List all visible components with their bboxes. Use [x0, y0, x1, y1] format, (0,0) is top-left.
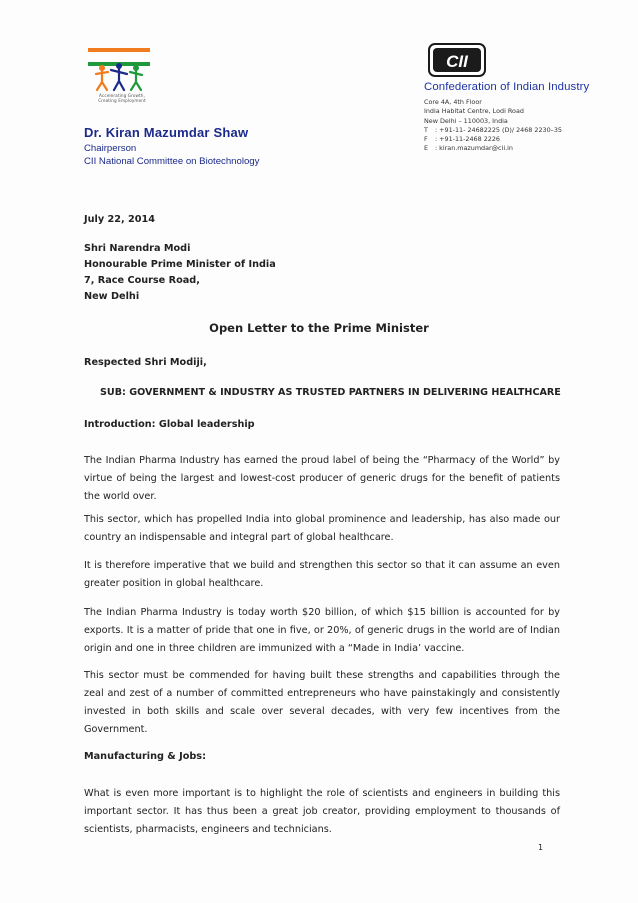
recipient-line4: New Delhi — [84, 291, 140, 302]
cii-logo-icon — [428, 43, 486, 77]
paragraph-1: The Indian Pharma Industry has earned the proud label of being the “Pharmacy of the World” by virtue of being the largest and lowest-cost producer of generic drugs for the benefit of patients the world over. — [84, 455, 560, 502]
address-line1: Core 4A, 4th Floor — [424, 98, 482, 106]
sender-role: Chairperson — [84, 143, 137, 154]
tagline-line2: Creating Employment — [98, 98, 146, 103]
figures-logo-icon — [82, 44, 156, 94]
sender-block — [84, 125, 259, 167]
organization-address — [424, 98, 562, 154]
cii-logo — [428, 43, 486, 77]
telephone-row — [424, 126, 562, 135]
recipient-line3: 7, Race Course Road, — [84, 275, 200, 286]
address-line2: India Habitat Centre, Lodi Road — [424, 107, 524, 116]
heading-manufacturing: Manufacturing & Jobs: — [84, 751, 206, 762]
salutation: Respected Shri Modiji, — [84, 357, 207, 368]
recipient-line2: Honourable Prime Minister of India — [84, 259, 276, 270]
paragraph-3: It is therefore imperative that we build and strengthen this sector so that it can assume an even greater position in global healthcare. — [84, 560, 560, 589]
paragraph-4: The Indian Pharma Industry is today worth $20 billion, of which $15 billion is accounted for by exports. It is a matter of pride that one in five, or 20%, of generic drugs in the world are of Indian origin and one in three children are immunized with a “Made in India’ vaccine. — [84, 607, 560, 654]
tel-value: : +91-11- 24682225 (D)/ 2468 2230–35 — [435, 125, 562, 134]
organization-name: Confederation of Indian Industry — [424, 81, 590, 93]
fax-row — [424, 135, 562, 144]
paragraph-5: This sector must be commended for having built these strengths and capabilities through the zeal and zest of a number of committed entrepreneurs who have painstakingly and consistently invested in both skills and scale over several decades, with very few incentives from the Government. — [84, 670, 560, 735]
address-line3: New Delhi – 110003, India — [424, 116, 508, 125]
sender-committee: CII National Committee on Biotechnology — [84, 156, 260, 167]
tagline-line1: Accelerating Growth, — [99, 93, 145, 98]
recipient-address — [84, 241, 276, 305]
email-label: E — [424, 144, 429, 153]
sender-name: Dr. Kiran Mazumdar Shaw — [84, 125, 249, 140]
tel-label: T — [424, 125, 428, 134]
logo-tagline — [84, 93, 160, 103]
subject-line: SUB: GOVERNMENT & INDUSTRY AS TRUSTED PARTNERS IN DELIVERING HEALTHCARE — [100, 387, 561, 398]
letter-title: Open Letter to the Prime Minister — [209, 321, 429, 335]
paragraph-6: What is even more important is to highlight the role of scientists and engineers in building this important sector. It has thus been a great job creator, providing employment to thousands of scientists, pharmacists, engineers and technicians. — [84, 788, 560, 835]
email-row — [424, 144, 562, 153]
letter-date: July 22, 2014 — [84, 214, 156, 225]
fax-value: : +91-11-2468 2226 — [435, 135, 500, 144]
paragraph-2: This sector, which has propelled India into global prominence and leadership, has also made our country an indispensable and integral part of global healthcare. — [84, 514, 560, 543]
cii-logo-text: CII — [446, 52, 468, 71]
email-value[interactable]: : kiran.mazumdar@cii.in — [435, 144, 513, 153]
page-number: 1 — [538, 843, 544, 852]
fax-label: F — [424, 135, 428, 144]
recipient-line1: Shri Narendra Modi — [84, 243, 191, 254]
heading-introduction: Introduction: Global leadership — [84, 419, 255, 430]
